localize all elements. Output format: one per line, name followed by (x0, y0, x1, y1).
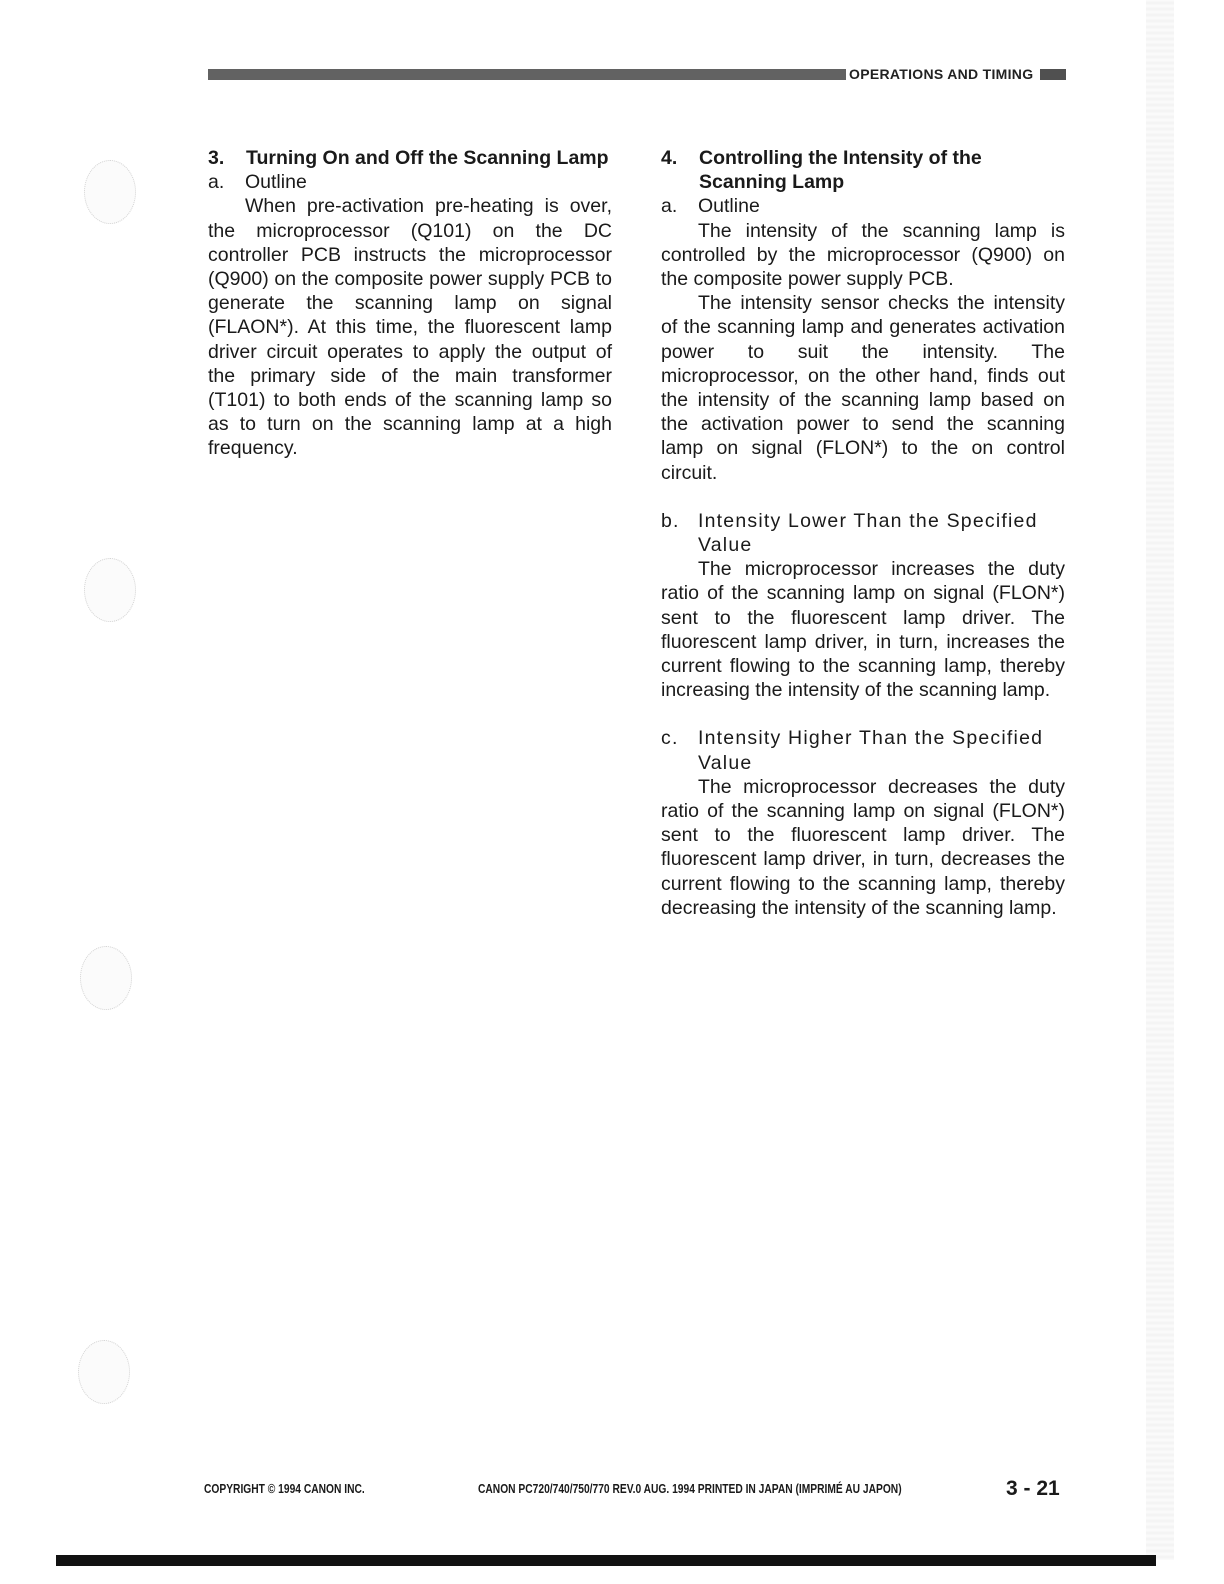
section-number: 3. (208, 147, 225, 169)
paragraph: The microprocessor increases the duty ratio of the scanning lamp on signal (FLON*) sent to the fluorescent lamp driver. The fluorescent lamp driver, in turn, increases the current flowing to the scanning lamp, thereby increasing the intensity of the scanning lamp. (661, 558, 1065, 702)
subsection-title: Outline (698, 195, 760, 218)
subsection-letter: c. (661, 727, 679, 750)
punch-hole (84, 558, 136, 622)
spacer (661, 485, 1065, 509)
paragraph: When pre-activation pre-heating is over, the microprocessor (Q101) on the DC controller PCB instructs the microprocessor (Q900) on the composite power supply PCB to generate the scanning lamp on signal (FLAON*). At this time, the fluorescent lamp driver circuit operates to apply the output of the primary side of the main transformer (T101) to both ends of the scanning lamp so as to turn on the scanning lamp at a high frequency. (208, 195, 612, 460)
subsection-letter: b. (661, 509, 680, 532)
section-title: Turning On and Off the Scanning Lamp (246, 147, 609, 169)
paragraph: The intensity of the scanning lamp is controlled by the microprocessor (Q900) on the composite power supply PCB. (661, 219, 1065, 291)
punch-hole (84, 160, 136, 224)
section-number: 4. (661, 147, 678, 169)
header-rule (208, 69, 846, 80)
subsection-letter: a. (661, 195, 678, 218)
paragraph: The microprocessor decreases the duty ratio of the scanning lamp on signal (FLON*) sent to the fluorescent lamp driver. The fluorescent lamp driver, in turn, decreases the current flowing to the scanning lamp, thereby decreasing the intensity of the scanning lamp. (661, 775, 1065, 919)
subsection-letter: a. (208, 171, 225, 194)
footer-publication-info: CANON PC720/740/750/770 REV.0 AUG. 1994 PRINTED IN JAPAN (IMPRIMÉ AU JAPON) (478, 1482, 902, 1496)
section-title: Controlling the Intensity of the Scanning Lamp (699, 147, 982, 194)
subsection-heading (661, 726, 1065, 774)
header-end-block (1040, 69, 1066, 80)
header-title: OPERATIONS AND TIMING (849, 66, 1034, 82)
running-header (208, 66, 1066, 82)
page-number: 3 - 21 (1006, 1477, 1060, 1500)
section-heading (661, 146, 1065, 194)
footer-copyright: COPYRIGHT © 1994 CANON INC. (204, 1482, 365, 1496)
subsection-heading (208, 170, 612, 194)
subsection-title: Intensity Higher Than the Specified Value (698, 727, 1044, 774)
right-column (661, 146, 1065, 920)
punch-hole (80, 946, 132, 1010)
bottom-scan-edge (56, 1555, 1156, 1566)
paragraph: The intensity sensor checks the intensity of the scanning lamp and generates activation power to suit the intensity. The microprocessor, on the other hand, finds out the intensity of the scanning lamp based on the activation power to send the scanning lamp on signal (FLON*) to the on control circuit. (661, 292, 1065, 484)
subsection-title: Outline (245, 171, 307, 194)
punch-hole (78, 1340, 130, 1404)
subsection-heading (661, 194, 1065, 218)
section-heading (208, 146, 612, 170)
subsection-heading (661, 509, 1065, 557)
left-column (208, 146, 612, 461)
subsection-title: Intensity Lower Than the Specified Value (698, 509, 1038, 557)
page-footer (0, 1477, 1224, 1501)
spacer (661, 702, 1065, 726)
page-edge-shadow (1146, 0, 1174, 1560)
